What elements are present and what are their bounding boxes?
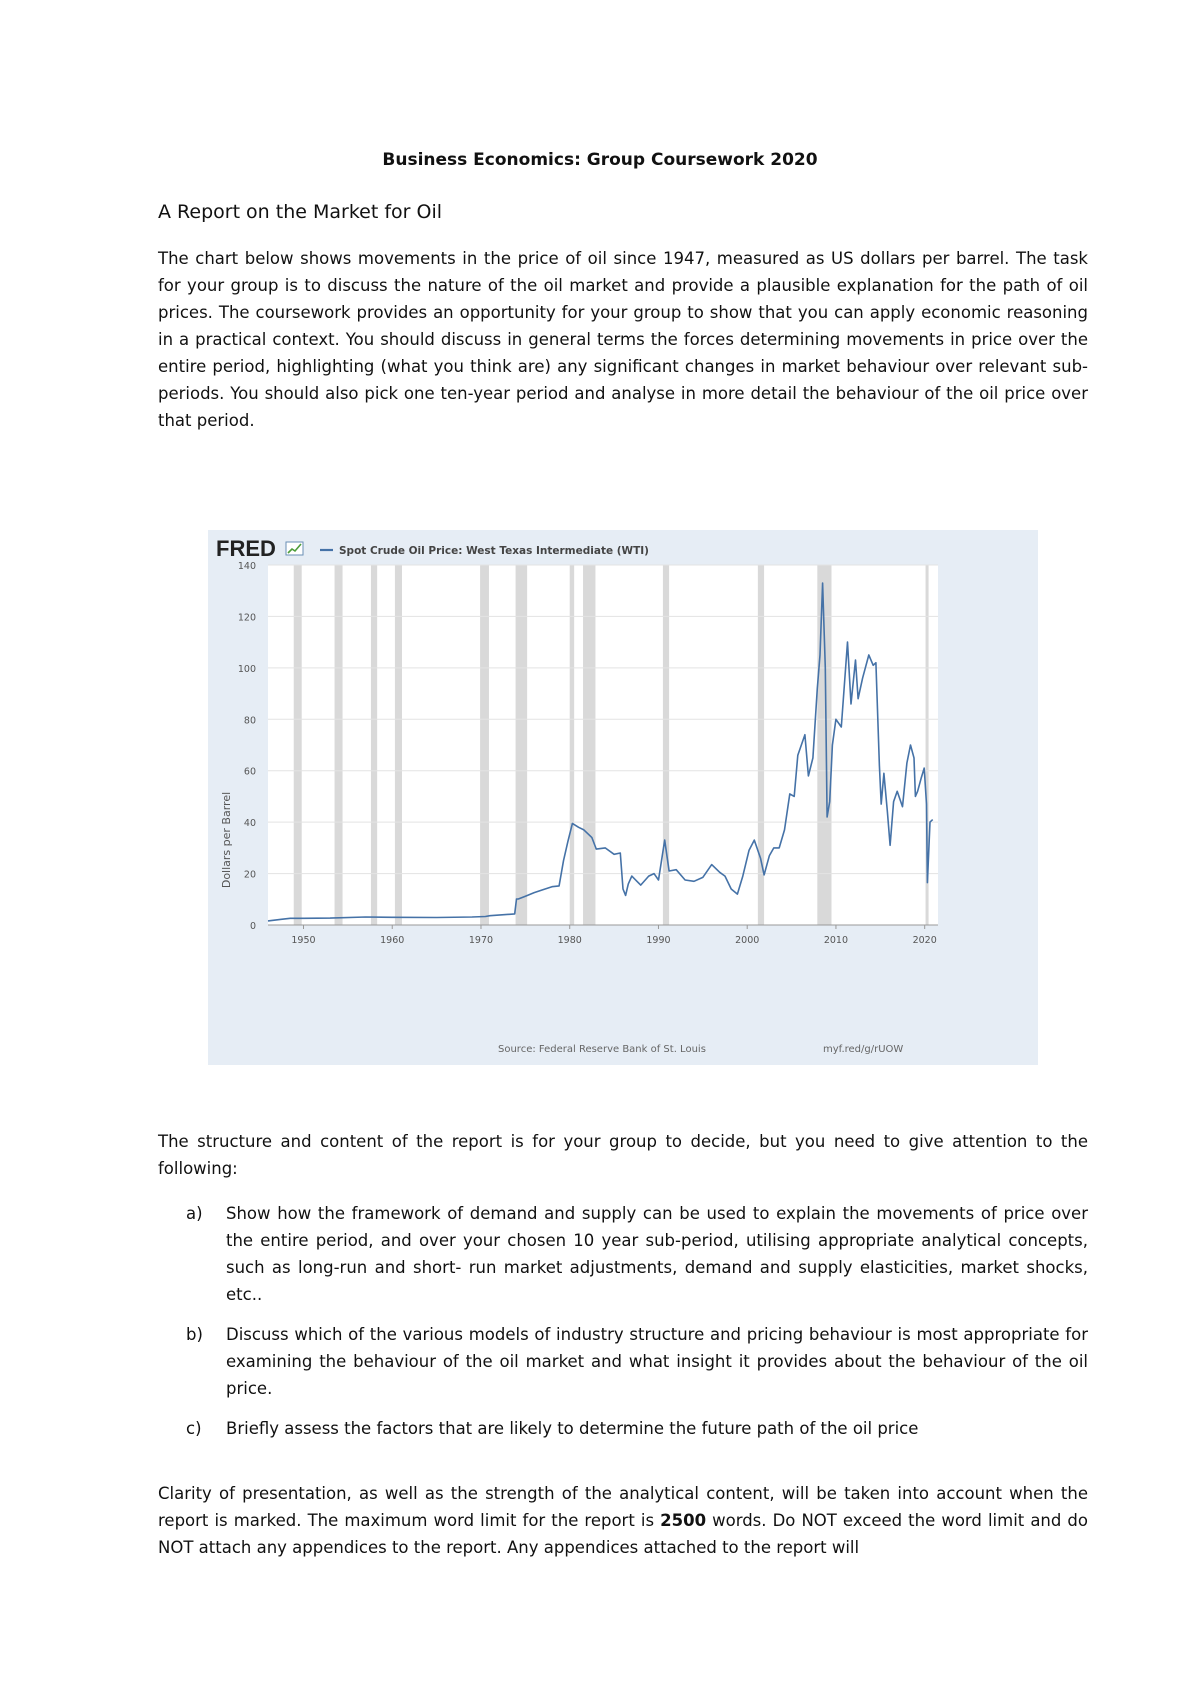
report-subtitle: A Report on the Market for Oil [158,201,443,223]
closing-text-2: words. Do NOT exceed the word limit and do NOT attach any appendices to the report. Any appendices attached to the report will [158,1511,1088,1557]
list-marker: a) [186,1204,203,1223]
y-tick-label: 0 [249,921,256,932]
x-tick-label: 2010 [823,935,849,946]
recession-band [335,565,343,925]
legend-label: Spot Crude Oil Price: West Texas Intermediate (WTI) [339,545,649,557]
fred-logo: FRED [216,536,276,561]
recession-band [371,565,377,925]
x-tick-label: 1960 [380,935,405,946]
list-marker: b) [186,1325,203,1344]
list-item-text: Show how the framework of demand and supply can be used to explain the movements of price over the entire period, and over your chosen 10 year sub-period, utilising appropriate analytical concepts, such as long-run and short- run market adjustments, demand and supply elasticities, market shocks, etc.. [226,1204,1088,1304]
recession-band [480,565,489,925]
x-tick-label: 1980 [557,935,582,946]
list-marker: c) [186,1419,202,1438]
recession-band [516,565,528,925]
chart-source: Source: Federal Reserve Bank of St. Louis [498,1044,706,1055]
recession-band [395,565,402,925]
document-title: Business Economics: Group Coursework 2020 [382,150,818,170]
x-tick-label: 1990 [646,935,671,946]
y-tick-label: 40 [243,818,256,830]
x-tick-label: 2020 [912,935,937,946]
y-axis-label: Dollars per Barrel [220,791,233,889]
x-tick-label: 1950 [291,935,316,946]
x-tick-label: 2000 [735,935,760,946]
y-tick-label: 80 [243,715,256,727]
recession-band [583,565,595,925]
closing-text-1: Clarity of presentation, as well as the strength of the analytical content, will be taken into account when the report is marked. The maximum word limit for the report is [158,1484,1088,1530]
recession-band [663,565,669,925]
chart-url: myf.red/g/rUOW [823,1044,904,1055]
closing-paragraph [158,1480,1088,1561]
y-tick-label: 20 [243,869,256,881]
list-item [158,1200,1088,1308]
structure-paragraph: The structure and content of the report is for your group to decide, but you need to give attention to the following: [158,1132,1088,1178]
y-tick-label: 140 [237,561,256,572]
x-tick-label: 1970 [468,935,494,946]
chart-svg [208,530,1038,1065]
recession-band [570,565,574,925]
oil-price-chart [208,530,1038,1065]
list-item-text: Briefly assess the factors that are likely to determine the future path of the oil price [226,1419,919,1438]
y-tick-label: 60 [243,766,256,778]
plot-background [268,565,938,925]
y-tick-label: 120 [237,612,256,624]
recession-band [294,565,302,925]
intro-paragraph: The chart below shows movements in the price of oil since 1947, measured as US dollars per barrel. The task for your group is to discuss the nature of the oil market and provide a plausible explanation for the path of oil prices. The coursework provides an opportunity for your group to show that you can apply economic reasoning in a practical context. You should discuss in general terms the forces determining movements in price over the entire period, highlighting (what you think are) any significant changes in market behaviour over relevant sub-periods. You should also pick one ten-year period and analyse in more detail the behaviour of the oil price over that period. [158,249,1088,430]
list-item-text: Discuss which of the various models of industry structure and pricing behaviour is most appropriate for examining the behaviour of the oil market and what insight it provides about the behaviour of the oil price. [226,1325,1088,1398]
fred-logo-graph-icon [286,542,303,555]
word-limit: 2500 [660,1511,707,1530]
list-item [158,1321,1088,1402]
list-item [158,1415,1088,1442]
y-tick-label: 100 [237,663,256,675]
requirements-list [158,1200,1088,1455]
